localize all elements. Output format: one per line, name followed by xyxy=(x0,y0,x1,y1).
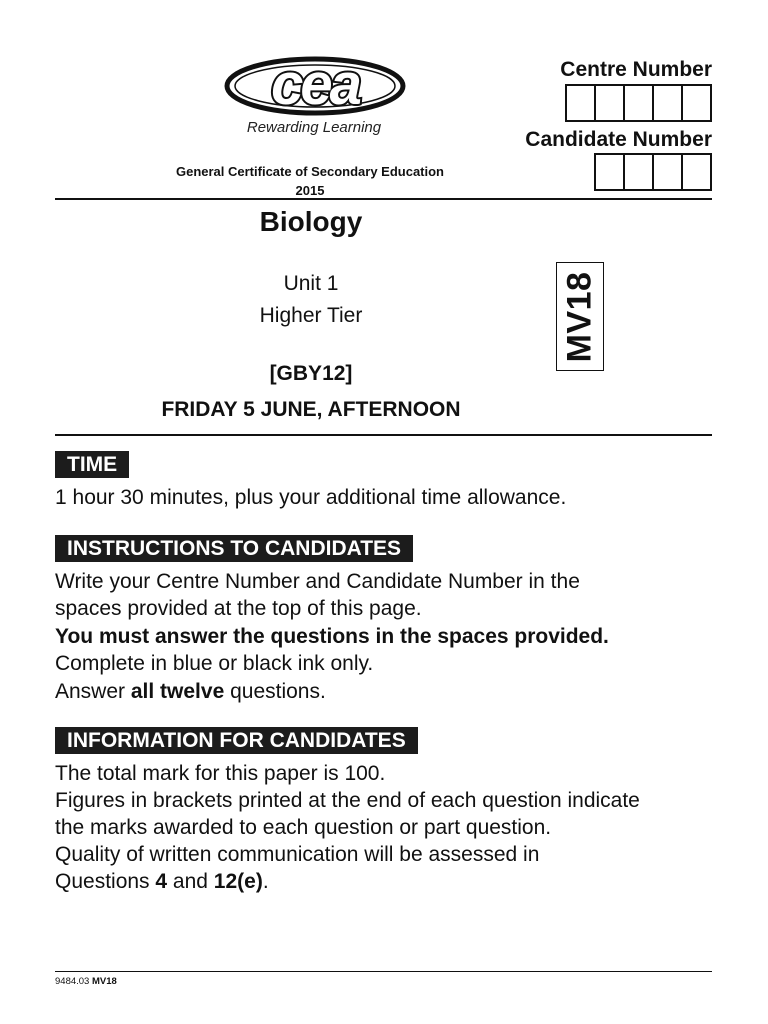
centre-number-box[interactable] xyxy=(654,86,683,120)
candidate-number-box[interactable] xyxy=(625,155,654,189)
instructions-heading: INSTRUCTIONS TO CANDIDATES xyxy=(55,535,413,562)
exam-date: FRIDAY 5 JUNE, AFTERNOON xyxy=(161,398,461,421)
unit-label: Unit 1 xyxy=(283,272,339,295)
questions-suffix: . xyxy=(262,870,269,893)
time-text: 1 hour 30 minutes, plus your additional time allowance. xyxy=(55,486,567,509)
footer-reference xyxy=(55,976,117,987)
information-line: Figures in brackets printed at the end of each question indicate xyxy=(55,789,640,812)
candidate-number-box[interactable] xyxy=(654,155,683,189)
information-heading: INFORMATION FOR CANDIDATES xyxy=(55,727,418,754)
centre-number-box[interactable] xyxy=(567,86,596,120)
candidate-number-label: Candidate Number xyxy=(525,128,712,151)
questions-mid: and xyxy=(167,870,214,893)
centre-number-box[interactable] xyxy=(683,86,710,120)
tier-label: Higher Tier xyxy=(259,304,363,327)
question-ref: 12(e) xyxy=(213,870,263,893)
instruction-line-bold: You must answer the questions in the spaces provided. xyxy=(55,625,609,648)
exam-year: 2015 xyxy=(295,183,325,198)
candidate-number-boxes[interactable] xyxy=(594,153,712,191)
vertical-paper-code: MV18 xyxy=(560,271,599,362)
footer-ref: 9484.03 xyxy=(55,976,90,987)
footer-divider xyxy=(55,971,712,972)
candidate-number-box[interactable] xyxy=(683,155,710,189)
top-divider xyxy=(55,198,712,200)
paper-code-box xyxy=(556,262,604,371)
centre-number-box[interactable] xyxy=(596,86,625,120)
centre-number-box[interactable] xyxy=(625,86,654,120)
instruction-line: Write your Centre Number and Candidate Number in the xyxy=(55,570,580,593)
mid-divider xyxy=(55,434,712,436)
tagline: Rewarding Learning xyxy=(246,119,382,136)
centre-number-label: Centre Number xyxy=(560,58,712,81)
instruction-line: Complete in blue or black ink only. xyxy=(55,652,374,675)
questions-prefix: Questions xyxy=(55,870,156,893)
candidate-number-box[interactable] xyxy=(596,155,625,189)
instruction-line: spaces provided at the top of this page. xyxy=(55,597,422,620)
qualification xyxy=(140,162,480,200)
information-line: The total mark for this paper is 100. xyxy=(55,762,386,785)
qualification-name: General Certificate of Secondary Education xyxy=(175,164,445,179)
information-line: the marks awarded to each question or part question. xyxy=(55,816,552,839)
paper-code: [GBY12] xyxy=(269,362,353,385)
question-ref: 4 xyxy=(155,870,168,893)
footer-code: MV18 xyxy=(91,976,117,987)
answer-suffix: questions. xyxy=(224,680,326,703)
information-line: Quality of written communication will be assessed in xyxy=(55,843,540,866)
cea-logo xyxy=(222,52,408,120)
instruction-line xyxy=(55,678,326,705)
answer-prefix: Answer xyxy=(55,680,131,703)
logo-text: cea xyxy=(271,52,359,117)
time-heading: TIME xyxy=(55,451,129,478)
subject-title: Biology xyxy=(259,206,363,237)
answer-count: all twelve xyxy=(130,680,225,703)
information-line xyxy=(55,868,269,895)
centre-number-boxes[interactable] xyxy=(565,84,712,122)
